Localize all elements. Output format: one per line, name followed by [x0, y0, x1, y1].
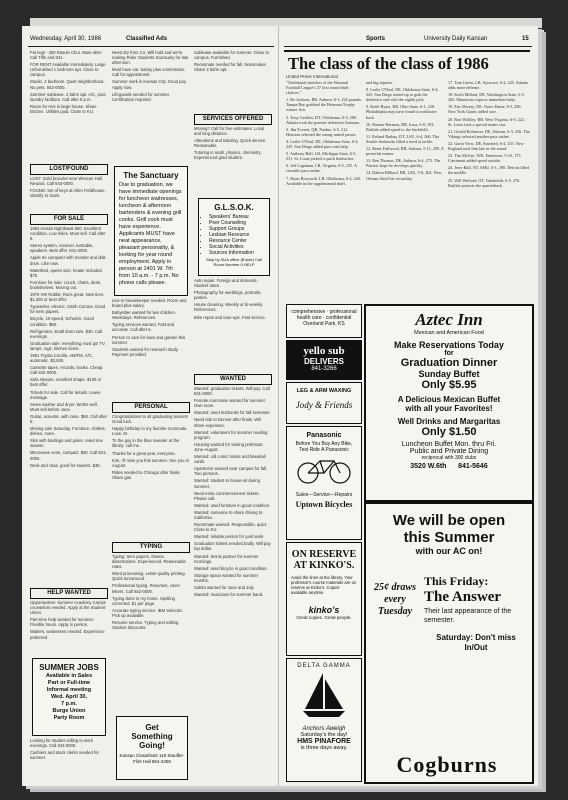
- yellow-sub-tag: DELIVERS: [303, 357, 344, 366]
- header-rule: [28, 46, 274, 47]
- glsok-item: • Sources Information: [209, 250, 269, 256]
- summer-jobs-ad: [32, 658, 106, 736]
- byline: United Press International: [286, 74, 338, 79]
- aztec-line: for: [444, 350, 454, 357]
- yellow-sub-phone: 841-3266: [311, 366, 337, 372]
- classified-column: Typing: term papers, theses, dissertations. Experienced. Reasonable rates. Word processing. Letter quality printing. Quick turnaround. Professional typing. Resumes, cover letters. Call 842-0000. Typing done in my home. Spelling corrected. $1 per page. Accurate typing service. IBM Selectric. Pick up available. Resume service. Typing and editing. Student discounts.: [112, 554, 186, 631]
- article-column: "Traditional stretches of the National Football League's 27 first round draft choices." 1. Bo Jackson, RB, Auburn, 6-1, 222 pounds. Tampa Bay grabbed the Heisman Trophy winner first. 2. Tony Casillas, DT, Oklahoma, 6-3, 280. Atlanta took the premier defensive lineman. 3. Jim Everett, QB, Purdue, 6-5, 212. Houston selected the strong-armed passer. 4. Leslie O'Neal, DE, Oklahoma State, 6-4, 245. San Diego added pass rush help. 5. Anthony Bell, LB, Michigan State, 6-3, 231. St. Louis picked a quick linebacker. 6. Jeff Lageman, LB, Virginia, 6-5, 235. A versatile pass rusher. 7. Brian Bosworth, LB, Oklahoma, 6-2, 240. Available in the supplemental draft.: [286, 80, 362, 186]
- headline: The class of the class of 1986: [288, 54, 489, 73]
- aztec-line: Only $5.95: [421, 379, 477, 391]
- bicycle-line: Before You Buy Any Bike, Test Ride A Panasonic: [295, 441, 353, 453]
- paper-name: University Daily Kansan: [424, 36, 488, 42]
- summer-jobs-line: Available in Sales: [45, 673, 93, 679]
- article-column: and big injuries. 8. Leslie O'Neal, DE, Oklahoma State, 6-4, 245. San Diego traded up to grab the defensive end with the eighth pick. 9. Keith Byars, RB, Ohio State, 6-1, 238. Philadelphia may have found a workhorse back. 10. Ronnie Harmon, RB, Iowa, 6-0, 193. Buffalo added speed to the backfield. 11. Roland Barbay, DT, LSU, 6-4, 260. The Seattle Seahawks filled a need at tackle. 12. Brent Fullwood, RB, Auburn, 5-11, 209. A powerful runner. 13. Ben Thomas, DE, Auburn, 6-4, 275. The Patriots hope he develops quickly. 14. Dalton Hilliard, RB, LSU, 5-8, 204. New Orleans liked his versatility.: [366, 80, 444, 181]
- waxing-title: LEG & ARM WAXING: [296, 388, 352, 394]
- summer-jobs-line: Wed. April 30,: [50, 694, 88, 700]
- aztec-line: A Delicious Mexican Buffet: [397, 395, 501, 404]
- kinkos-sub: Great copies. Great people.: [296, 615, 352, 620]
- summer-jobs-line: Informal meeting: [46, 687, 92, 693]
- glsok-item: • Peer Counseling: [209, 220, 269, 226]
- page-number: 15: [522, 36, 529, 42]
- ad-line: Get: [145, 723, 159, 732]
- personal-header: PERSONAL: [112, 402, 190, 413]
- summer-jobs-line: Party Room: [53, 715, 85, 721]
- delta-gamma-name: DELTA GAMMA: [297, 663, 351, 669]
- summer-jobs-line: Part or Full-time: [47, 680, 91, 686]
- uptown-bicycles-ad: [286, 426, 362, 540]
- cogburns-title: this Summer: [403, 529, 495, 546]
- services-header: SERVICES OFFERED: [194, 114, 272, 125]
- cogburns-ad: [364, 502, 534, 784]
- newspaper-ad: comprehensive · professional health care · confidential Overland Park, KS: [286, 304, 362, 338]
- bicycle-footer: Sales—Service—Repairs: [295, 492, 353, 498]
- sailboat-icon: [299, 669, 349, 721]
- aztec-line: Sunday Buffet: [418, 369, 480, 379]
- delta-gamma-line: Anchors Aweigh: [302, 726, 346, 732]
- lost-found-header: LOST/FOUND: [30, 164, 108, 175]
- get-something-going-ad: [116, 716, 188, 780]
- right-page-section: Sports: [366, 36, 386, 42]
- classified-column: 1983 Honda Nighthawk 650. Excellent condition. Low miles. Must sell. Call after 6. Stereo system, receiver, turntable, speakers. Best offer. 841-0000. Apple IIe computer with monitor and disk drive. Like new. Waterbed, queen size, heater included. $75. Furniture for sale: couch, chairs, desk, bookshelves. Moving out. 1979 VW Rabbit. Runs great. New tires. $1,200 or best offer. Typewriter, electric, Smith Corona. Good for term papers. Bicycle, 10-speed, Schwinn. Good condition. $60. Refrigerator, small dorm size. $40. Call evenings. Graduation sale: everything must go! TV, lamps, rugs, kitchen items. 1981 Toyota Corolla. AM/FM, A/C, automatic. $2,500. Cassette tapes, records, books. Cheap. Call 842-0000. Sofa sleeper, excellent shape. $100 or best offer. Tickets for sale. Call for details. Leave message. Sears washer and dryer. Works well. Must sell before June. Guitar, acoustic, with case. $90. Call after 5. Moving sale Saturday. Furniture, clothes, dishes, more. Skis with bindings and poles. Used one season. Microwave oven, compact. $50. Call 841-0000. Desk and chair, good for student. $35.: [30, 226, 108, 468]
- glsok-item: • Social Activities: [209, 244, 269, 250]
- aztec-inn-ad: [364, 304, 534, 502]
- classified-column: Live-in housekeeper needed. Room and board plus salary. Babysitter wanted for two children. Weekdays. References. Typing services wanted. Fast and accurate. Call after 5. Person to care for lawn and garden this summer. Students wanted for research study. Payment provided.: [112, 298, 187, 357]
- classified-column: Auto repair. Foreign and domestic. Student rates. Photography for weddings, portraits, parties. House cleaning. Weekly or bi-weekly. References. Bike repair and tune-ups. Fast service.: [194, 278, 266, 320]
- classified-column: Wanted: graduation tickets. Will pay. Call 841-0000. Female roommate wanted for summer. Own room. Wanted: used textbooks for fall semester. Need ride to Denver after finals. Will share expenses. Wanted: volunteers for summer reading program. Housing wanted for visiting professor. June-August. Wanted: old comic books and baseball cards. Apartment wanted near campus for fall. Two persons. Wanted: student to house-sit during summer. Need extra commencement tickets. Please call. Wanted: used furniture in good condition. Wanted: someone to share driving to California. Roommate wanted. Responsible, quiet. Close to KU. Wanted: reliable person for yard work. Graduation tickets needed badly. Will pay top dollar. Wanted: tennis partner for summer mornings. Wanted: used bicycle in good condition. Storage space wanted for summer months. Sublet wanted for June and July. Wanted: musicians for summer band.: [194, 386, 271, 598]
- ad-line: Something: [131, 732, 173, 741]
- sanctuary-ad: [114, 166, 188, 296]
- classified-column: LOST: Gold bracelet near Wescoe Hall. Reward. Call 843-0000. FOUND: Set of keys at Allen Fieldhouse. Identify to claim.: [30, 176, 106, 199]
- aztec-inn-sub: Mexican and American Food: [414, 330, 484, 336]
- glsok-item: • Speakers' Bureau: [209, 214, 269, 220]
- cogburns-title: We will be open: [392, 512, 506, 529]
- cogburns-friday: This Friday:: [424, 574, 489, 588]
- aztec-line: Public and Private Dining: [409, 448, 489, 455]
- classified-column: Fat legs - 300 Rasule Chur. Mare after. Call Tiffe and 841. FOR RENT Available Immediately. Large Unfurnished 1 bedroom apt. Close to campus. Studio, 2 bedroom. Quiet neighborhood. No pets. 842-0000. Summer sublease. 2 bdrm apt. A/C, pool, laundry facilities. Call after 5 p.m. Room for rent in large house. Share kitchen. Utilities paid. Close to KU.: [30, 50, 107, 114]
- aztec-line: reciprocal with 300 clubs: [421, 455, 477, 461]
- classified-column: Looking for student willing to work evenings. Call 843-0000. Cashiers and stock clerks needed for summer.: [30, 738, 99, 761]
- for-sale-header: FOR SALE: [30, 214, 108, 225]
- delta-gamma-line: Saturday's the day!: [300, 732, 348, 738]
- ad-line: Going!: [139, 741, 165, 750]
- help-wanted-header: HELP WANTED: [30, 588, 108, 599]
- summer-jobs-line: Burge Union: [52, 708, 86, 714]
- sanctuary-title: The Sanctuary: [123, 171, 179, 180]
- cogburns-name: Cogburns: [396, 752, 498, 777]
- aztec-inn-name: Aztec Inn: [415, 310, 483, 329]
- glsok-ad: [198, 198, 270, 276]
- summer-jobs-title: SUMMER JOBS: [39, 663, 99, 672]
- cogburns-friday-note: Their last appearance of the semester.: [424, 608, 512, 624]
- cogburns-title: with our AC on!: [415, 546, 483, 556]
- glsok-title: G.L.S.O.K.: [214, 203, 254, 212]
- aztec-line: Luncheon Buffet Mon. thru Fri.: [401, 441, 497, 448]
- aztec-line: Well Drinks and Margaritas: [397, 417, 501, 426]
- page-gutter: [278, 26, 279, 786]
- classified-column: Need dry from Co. Will hold and we're making Rider Students Sanctuary for late afternoon. Must have car. Salary plus commission. Call for appointment. Summer work in Kansas City. Good pay. Apply now. Lifeguards needed for summer. Certification required.: [112, 50, 189, 102]
- kinkos-title: ON RESERVE AT KINKO'S.: [291, 549, 357, 571]
- classified-column: Opportunities: Summer Academy Camps counselors needed. Apply at the Student Union. Part-time help wanted for summer. Flexible hours. Apply in person. Waiters, waitresses needed. Experience preferred.: [30, 600, 106, 640]
- bicycle-shop-name: Uptown Bicycles: [295, 500, 353, 509]
- cogburns-saturday: Saturday: Don't miss In/Out: [436, 633, 516, 652]
- classified-column: Congratulations to all graduating seniors! Good luck. Happy birthday to my favorite roommate. Love, M. To the guy in the blue sweater at the library: call me. Thanks for a great year, everyone. Kim, I'll miss you this summer. See you in August. Rides needed to Chicago after finals. Share gas.: [112, 414, 189, 480]
- aztec-address: 3520 W.6th: [410, 463, 447, 470]
- ad-footer: Kansan Classifieds 119 Stauffer-Flint Hall 864-4358: [119, 753, 185, 764]
- waxing-ad: [286, 382, 362, 424]
- bicycle-icon: [294, 455, 354, 485]
- aztec-line: Graduation Dinner: [400, 357, 498, 369]
- header-rule: [284, 46, 532, 47]
- bicycle-brand: Panasonic: [306, 432, 342, 439]
- classified-column: Moving? Call for free estimates. Local and long distance. Alterations and tailoring. Quick service. Reasonable. Tutoring in math, physics, chemistry. Experienced grad student.: [194, 126, 267, 161]
- left-page-date: Wednesday, April 30, 1986: [30, 36, 102, 42]
- kinkos-name: kinko's: [308, 605, 340, 615]
- yellow-sub-name: yello sub: [303, 345, 345, 357]
- article-column: 17. Tom Green, LB, Syracuse, 6-2, 245. Atlanta adds more defense. 18. Keith Millard, DE, Washington State, 6-5, 260. Minnesota expects immediate help. 19. Eric Dorsey, DE, Notre Dame, 6-5, 280. New York Giants added size. 20. Ron Wolfley, RB, West Virginia, 6-0, 222. St. Louis took a special teams star. 21. Gerald Robinson, DE, Auburn, 6-3, 256. The Vikings selected another pass rusher. 22. Garin Veris, DE, Stanford, 6-4, 255. New England took him late in the round. 23. Tim McGee, WR, Tennessee, 5-10, 175. Cincinnati added speed outside. 24. Jerry Ball, NT, SMU, 6-1, 290. Detroit filled the middle. 25. Will Wolford, OT, Vanderbilt, 6-5, 276. Buffalo protects the quarterback.: [448, 80, 530, 188]
- yellow-sub-ad: [286, 340, 362, 380]
- glsok-footer: Stop by SUA office (B'side) Call Room Number 0-HELP: [206, 257, 262, 267]
- delta-gamma-line: is three days away.: [300, 745, 348, 751]
- summer-jobs-line: 7 p.m.: [61, 701, 77, 707]
- glsok-item: • Resource Center: [209, 238, 269, 244]
- left-page-section: Classified Ads: [126, 36, 168, 42]
- typing-header: TYPING: [112, 542, 190, 553]
- cogburns-friday-band: The Answer: [424, 589, 502, 605]
- aztec-phone: 841-5646: [458, 463, 488, 470]
- delta-gamma-line: HMS PINAFORE: [297, 738, 351, 745]
- glsok-item: • Support Groups: [209, 226, 269, 232]
- headline-rule: [284, 50, 530, 52]
- classified-column: Sublease available for summer. Close to campus. Furnished. Roommate needed for fall. Nonsmoker. Share 2 bdrm apt.: [194, 50, 269, 73]
- aztec-line: Only $1.50: [421, 426, 477, 438]
- newspaper-spread: [22, 26, 538, 786]
- delta-gamma-ad: [286, 658, 362, 782]
- sanctuary-text: Due to graduation, we have immediate openings for luncheon waitresses, luncheon & afternoon bartenders & evening grill cooks. Grill cook must have experience. Applicants MUST have neat appearance, pleasant personality, & looking for year round employment. Apply in person at 1401 W. 7th from 10 a.m. - 7 p.m. No phone calls please.: [119, 182, 182, 286]
- aztec-line: Make Reservations Today: [394, 340, 504, 350]
- aztec-line: with all your Favorites!: [405, 404, 493, 413]
- wanted-header: WANTED: [194, 374, 272, 385]
- glsok-item: • Lesbian Resource: [209, 232, 269, 238]
- cogburns-draws: 25¢ draws every Tuesday: [374, 582, 416, 617]
- waxing-sub: Jody & Friends: [295, 400, 353, 410]
- kinkos-ad: ON RESERVE AT KINKO'S. Avoid the lines at the library. Your professor's course materials are on reserve at Kinko's. Copies available anytime. kinko's Great copies. Great people.: [286, 542, 362, 656]
